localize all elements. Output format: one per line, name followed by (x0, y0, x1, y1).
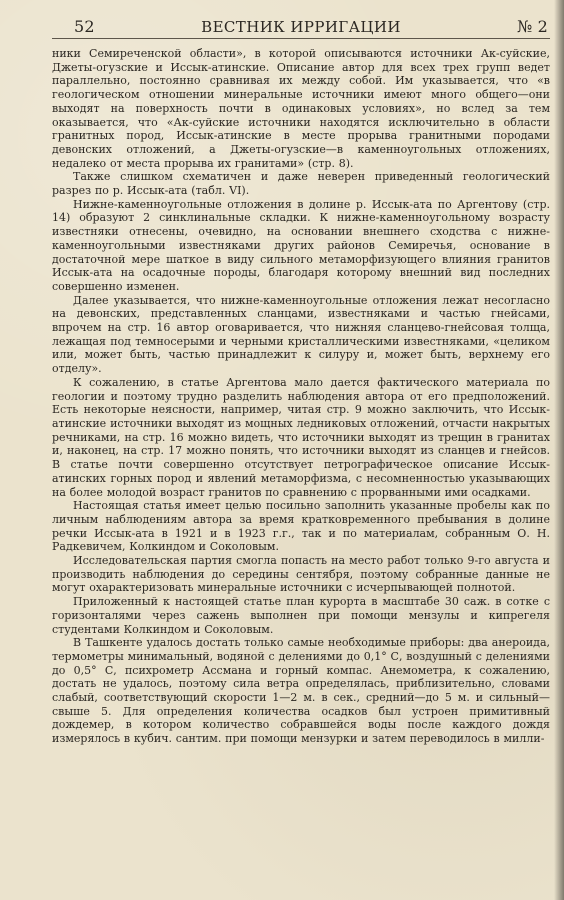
issue-number: № 2 (516, 17, 548, 36)
paragraph-4: Далее указывается, что нижне-каменноугольные отложения лежат несогласно на девонских, представленных сланцами, известняками и частью гнейсами, впрочем на стр. 16 автор оговаривается, что нижняя сланцево-гнейсовая толща, лежащая под темносерыми и черными кристаллическими известняками, «целиком или, может быть, частью принадлежит к силуру и, может быть, верхнему его отделу». (52, 293, 550, 376)
paragraph-8: Приложенный к настоящей статье план курорта в масштабе 30 саж. в сотке с горизонталями через сажень выполнен при помощи мензулы и кипрегеля студентами Колкиндом и Соколовым. (52, 595, 550, 636)
paragraph-6: Настоящая статья имеет целью посильно заполнить указанные пробелы как по личным наблюдениям автора за время кратковременного пребывания в долине речки Иссык-ата в 1921 и в 1923 г.г., так и по материалам, собранным О. Н. Радкевичем, Колкиндом и Соколовым. (52, 499, 550, 554)
paragraph-5: К сожалению, в статье Аргентова мало дается фактического материала по геологии и поэтому трудно разделить наблюдения автора от его предположений. Есть некоторые неясности, например, читая стр. 9 можно заключить, что Иссык-атинские источники выходят из мощных ледниковых отложений, отчасти накрытых речниками, на стр. 16 можно видеть, что источники выходят из трещин в гранитах и, наконец, на стр. 17 можно понять, что источники выходят из сланцев и гнейсов. В статье почти совершенно отсутствует петрографическое описание Иссык-атинских горных пород и явлений метаморфизма, с несомненностью указывающих на более молодой возраст гранитов по сравнению с прорванными ими осадками. (52, 375, 550, 499)
paragraph-3: Нижне-каменноугольные отложения в долине р. Иссык-ата по Аргентову (стр. 14) образуют 2 синклинальные складки. К нижне-каменноугольному возрасту известняки отнесены, очевидно, на основании внешнего сходства с нижне-каменноугольными известняками других районов Семиречья, основание в достаточной мере шаткое в виду сильного метаморфизующего влияния гранитов Иссык-ата на осадочные породы, благодаря которому внешний вид последних совершенно изменен. (52, 197, 550, 293)
journal-title: ВЕСТНИК ИРРИГАЦИИ (201, 18, 401, 36)
article-body (52, 47, 550, 746)
page-header (52, 18, 550, 39)
paragraph-7: Исследовательская партия смогла попасть на место работ только 9-го августа и производить наблюдения до середины сентября, поэтому собранные данные не могут охарактеризовать минеральные источники с исчерпывающей полнотой. (52, 554, 550, 595)
paragraph-2: Также слишком схематичен и даже неверен приведенный геологический разрез по р. Иссык-ата (табл. VI). (52, 170, 550, 198)
paragraph-9: В Ташкенте удалось достать только самые необходимые приборы: два анероида, термометры минимальный, водяной с делениями до 0,1° С, воздушный с делениями до 0,5° С, психрометр Ассмана и горный компас. Анемометра, к сожалению, достать не удалось, поэтому сила ветра определялась, приблизительно, словами слабый, соответствующий скорости 1—2 м. в сек., средний—до 5 м. и сильный—свыше 5. Для определения количества осадков был устроен примитивный дождемер, в котором количество собравшейся воды после каждого дождя измерялось в кубич. сантим. при помощи мензурки и затем переводилось в милли- (52, 636, 550, 746)
page-number: 52 (74, 17, 95, 36)
paragraph-1: ники Семиреченской области», в которой описываются источники Ак-суйские, Джеты-огузские и Иссык-атинские. Описание автор для всех трех групп ведет параллельно, постоянно сравнивая их между собой. Им указывается, что «в геологическом отношении минеральные источники имеют много общего—они выходят на поверхность почти в одинаковых условиях», но вслед за тем оказывается, что «Ак-суйские источники находятся исключительно в области гранитных пород, Иссык-атинские в месте прорыва гранитными породами девонских отложений, а Джеты-огузские—в каменноугольных отложениях, недалеко от места прорыва их гранитами» (стр. 8). (52, 47, 550, 170)
